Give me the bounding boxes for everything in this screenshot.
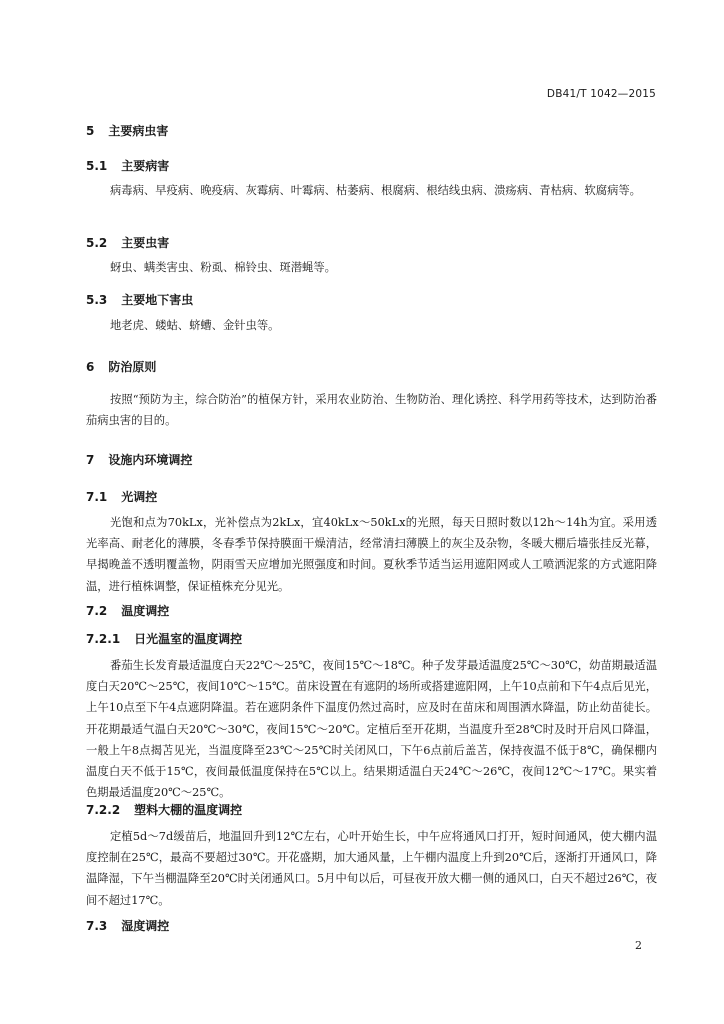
heading-number: 6 — [86, 360, 95, 374]
heading-title: 温度调控 — [121, 604, 170, 618]
heading-number: 7.2.1 — [86, 632, 121, 646]
heading-title: 主要病害 — [121, 159, 170, 173]
page-number: 2 — [635, 939, 642, 952]
heading-title: 日光温室的温度调控 — [134, 632, 243, 646]
heading-7-2-2 — [86, 801, 242, 818]
paragraph-5-1: 病毒病、早疫病、晚疫病、灰霉病、叶霉病、枯萎病、根腐病、根结线虫病、溃疡病、青枯病、软腐病等。 — [110, 184, 641, 197]
heading-title: 主要病虫害 — [108, 124, 169, 138]
heading-number: 7.2 — [86, 604, 108, 618]
heading-title: 主要虫害 — [121, 236, 170, 250]
heading-number: 7.3 — [86, 919, 108, 933]
heading-7-3 — [86, 917, 169, 934]
heading-6 — [86, 358, 156, 375]
paragraph-5-3: 地老虎、蝼蛄、蛴螬、金针虫等。 — [110, 319, 280, 332]
heading-title: 湿度调控 — [121, 919, 170, 933]
heading-7 — [86, 451, 192, 468]
heading-7-2-1 — [86, 630, 242, 647]
heading-number: 7 — [86, 453, 95, 467]
heading-number: 7.2.2 — [86, 803, 121, 817]
heading-title: 防治原则 — [108, 360, 157, 374]
heading-title: 光调控 — [121, 490, 158, 504]
heading-number: 5.2 — [86, 236, 108, 250]
heading-number: 7.1 — [86, 490, 108, 504]
heading-5-3 — [86, 291, 193, 308]
standard-code-header: DB41/T 1042—2015 — [546, 88, 656, 100]
heading-5-2 — [86, 234, 169, 251]
heading-number: 5 — [86, 124, 95, 138]
heading-number: 5.3 — [86, 293, 108, 307]
heading-7-1 — [86, 488, 157, 505]
heading-7-2 — [86, 602, 169, 619]
heading-number: 5.1 — [86, 159, 108, 173]
paragraph-7-2-1: 番茄生长发育最适温度白天22℃～25℃，夜间15℃～18℃。种子发芽最适温度25℃～30℃，幼苗期最适温度白天20℃～25℃，夜间10℃～15℃。苗床设置在有遮阴的场所或搭建遮阳网，上午10点前和下午4点后见光，上午10点至下午4点遮阴降温。若在遮阴条件下温度仍然过高时，应及时在苗床和周围洒水降温，防止幼苗徒长。开花期最适气温白天20℃～30℃，夜间15℃～20℃。定植后至开花期，当温度升至28℃时及时开启风口降温，一般上午8点揭苫见光，当温度降至23℃～25℃时关闭风口，下午6点前后盖苫，保持夜温不低于8℃，确保棚内温度白天不低于15℃，夜间最低温度保持在5℃以上。结果期适温白天24℃～26℃，夜间12℃～17℃。果实着色期最适温度20℃～25℃。 — [86, 659, 657, 800]
paragraph-7-2-2: 定植5d～7d缓苗后，地温回升到12℃左右，心叶开始生长，中午应将通风口打开，短时间通风，使大棚内温度控制在25℃，最高不要超过30℃。开花盛期，加大通风量，上午棚内温度上升到20℃后，逐渐打开通风口，降温降湿，下午当棚温降至20℃时关闭通风口。5月中旬以后，可昼夜开放大棚一侧的通风口，白天不超过26℃，夜间不超过17℃。 — [86, 830, 657, 907]
heading-title: 主要地下害虫 — [121, 293, 194, 307]
heading-title: 塑料大棚的温度调控 — [134, 803, 243, 817]
paragraph-5-2: 蚜虫、螨类害虫、粉虱、棉铃虫、斑潜蝇等。 — [110, 261, 336, 274]
paragraph-7-1: 光饱和点为70kLx，光补偿点为2kLx，宜40kLx～50kLx的光照，每天日照时数以12h～14h为宜。采用透光率高、耐老化的薄膜，冬春季节保持膜面干燥清洁，经常清扫薄膜上的灰尘及杂物，冬暖大棚后墙张挂反光幕，早揭晚盖不透明覆盖物，阴雨雪天应增加光照强度和时间。夏秋季节适当运用遮阳网或人工喷洒泥浆的方式遮阳降温，进行植株调整，保证植株充分见光。 — [86, 516, 657, 593]
heading-5-1 — [86, 157, 169, 174]
paragraph-6: 按照“预防为主，综合防治”的植保方针，采用农业防治、生物防治、理化诱控、科学用药等技术，达到防治番茄病虫害的目的。 — [86, 393, 657, 428]
heading-title: 设施内环境调控 — [108, 453, 193, 467]
heading-5 — [86, 122, 168, 139]
